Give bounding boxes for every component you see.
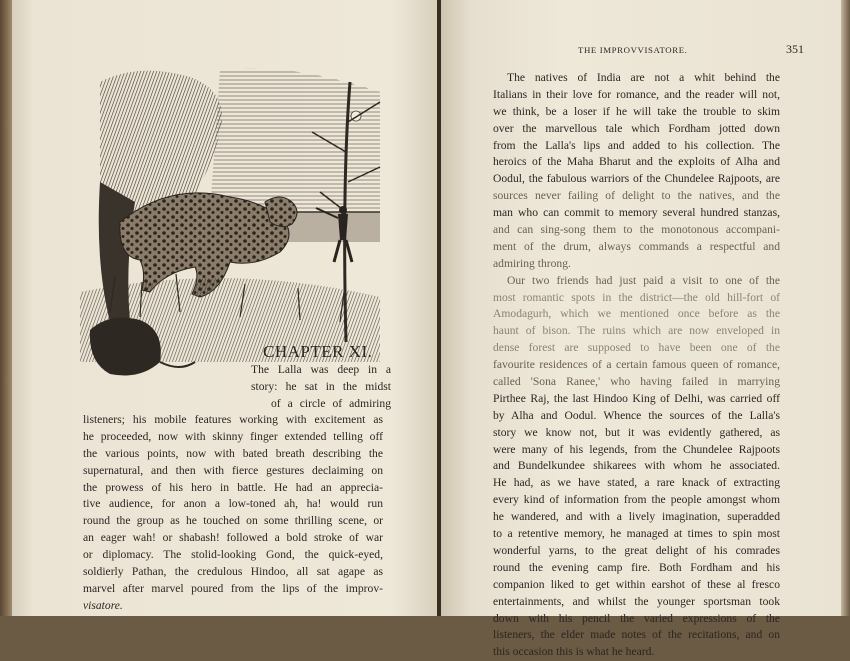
text-line: or diplomacy. The stolid-looking Gond, the quick-eyed, (83, 548, 383, 562)
text-line: listeners, the elder made notes of the recitations, and on (493, 628, 780, 642)
running-head: THE IMPROVVISATORE. (578, 45, 688, 55)
text-line: we think, be a loser if he will take the trouble to skim (493, 104, 780, 118)
text-line: an eager wah! or shabash! followed a bold stroke of war (83, 531, 383, 545)
text-line: companion liked to get within earshot of these al fresco (493, 577, 780, 591)
text-line: to a retentive memory, he managed at times to spin most (493, 527, 780, 541)
text-line: favourite residences of a certain famous queen of romance, (493, 358, 780, 372)
text-line: man who can commit to memory several hundred stanzas, (493, 206, 780, 220)
text-line: The natives of India are not a whit behind the (507, 71, 780, 84)
text-line: from the Lalla's lips and added to his collection. The (493, 138, 780, 152)
text-line: the prowess of his hero in battle. He had an apprecia- (83, 480, 383, 494)
text-line: he wandered, and with a lively imagination, superadded (493, 510, 780, 524)
text-line: visatore. (83, 598, 123, 612)
text-line: Amodagurh, which we mentioned once before as the (493, 307, 780, 321)
text-line: admiring throng. (493, 256, 571, 270)
text-line: round the evening camp fire. Both Fordham and his (493, 560, 780, 574)
text-line: heroics of the Maha Bharut and the exploits of Alha and (493, 155, 780, 169)
text-line: this occasion this is what he heard. (493, 645, 655, 659)
text-line: called 'Sona Ranee,' who having failed in marrying (493, 375, 780, 389)
text-line: the various points, now with bated breath describing the (83, 446, 383, 460)
text-line: The Lalla was deep in a (251, 363, 391, 376)
text-line: He had, as we have stated, a rare knack of extracting (493, 476, 780, 490)
text-line: Pirthee Raj, the last Hindoo King of Delhi, was carried off (493, 391, 780, 405)
text-line: wonderful yarns, to the great delight of his comrades (493, 543, 780, 557)
text-line: he proceeded, now with skinny finger extended telling off (83, 429, 383, 443)
text-line: listeners; his mobile features working with excitement as (83, 413, 383, 426)
book-edge-right (841, 0, 850, 616)
text-line: by Alha and Oodul. Whence the sources of the Lalla's (493, 408, 780, 422)
text-line: story: he sat in the midst (251, 379, 391, 393)
chapter-intro (251, 362, 391, 413)
text-line: marvel after marvel poured from the lips of the improv- (83, 581, 383, 595)
text-line: dense forest are supposed to have been one of the (493, 341, 780, 355)
text-line: haunt of bison. The ruins which are now enveloped in (493, 324, 780, 338)
text-line: tive audience, for anon a low-toned ah, ha! would run (83, 497, 383, 511)
right-page-body (493, 70, 780, 661)
text-line: over the marvellous tale which Fordham jotted down (493, 121, 780, 135)
text-line: of a circle of admiring (271, 396, 391, 410)
text-line: were many of his legends, from the Chundelee Rajpoots (493, 442, 780, 456)
text-line: Our two friends had just paid a visit to one of the (507, 273, 780, 287)
text-line: Oodul, the fabulous warriors of the Chundelee Rajpoots, are (493, 172, 780, 186)
text-line: Italians in their love for romance, and the reader will not, (493, 87, 780, 101)
page-number: 351 (786, 42, 804, 56)
text-line: round the group as he touched on some thrilling scene, or (83, 514, 383, 528)
text-line: and Bundelkundee shikarees with whom he associated. (493, 459, 780, 473)
text-line: ment of the drum, always commands a respectful and (493, 239, 780, 253)
text-line: and can sing-song them to the monotonous accompani- (493, 223, 780, 237)
text-line: entertainments, and whilst the younger sportsman took (493, 594, 780, 608)
text-line: story we know not, but it was evidently gathered, as (493, 425, 780, 439)
left-page-body (83, 412, 383, 615)
text-line: sources never failing of delight to the natives, and the (493, 189, 780, 203)
chapter-title: CHAPTER XI. (263, 342, 373, 361)
text-line: supernatural, and then with fierce gestures declaiming on (83, 463, 383, 477)
text-line: every kind of information from the people amongst whom (493, 493, 780, 507)
text-line: most romantic spots in the district—the old hill-fort of (493, 290, 780, 304)
book-edge-left (0, 0, 12, 616)
text-line: soldierly Pathan, the credulous Hindoo, all sat agape as (83, 565, 383, 579)
text-line: down with his pencil the varied expressions of the (493, 611, 780, 625)
